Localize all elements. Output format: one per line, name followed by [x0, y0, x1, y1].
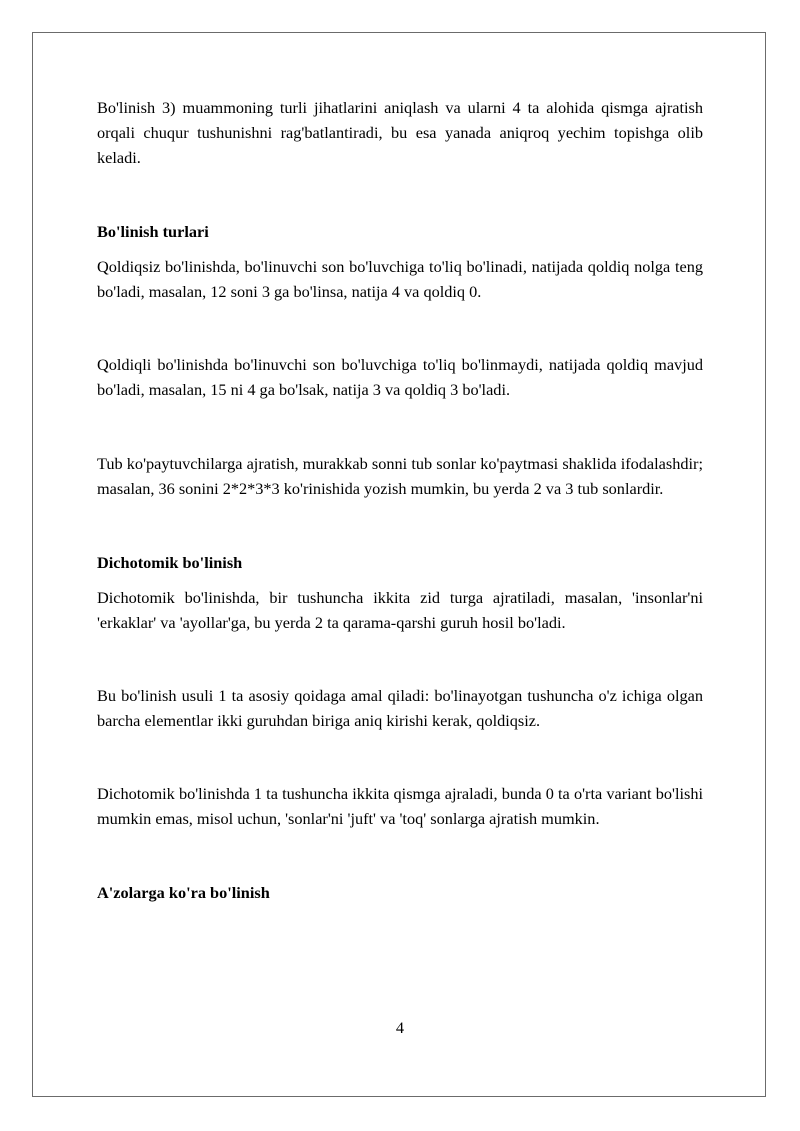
paragraph-dichotomic-definition: Dichotomik bo'linishda, bir tushuncha ikkita zid turga ajratiladi, masalan, 'insonlar'ni 'erkaklar' va 'ayollar'ga, bu yerda 2 ta qarama-qarshi guruh hosil bo'ladi.	[97, 588, 703, 632]
paragraph-intro: Bo'linish 3) muammoning turli jihatlarini aniqlash va ularni 4 ta alohida qismga ajratish orqali chuqur tushunishni rag'batlantiradi, bu esa yanada aniqroq yechim topishga olib keladi.	[97, 98, 703, 167]
document-body	[97, 95, 703, 905]
paragraph-remainderless-division: Qoldiqsiz bo'linishda, bo'linuvchi son bo'luvchiga to'liq bo'linadi, natijada qoldiq nolga teng bo'ladi, masalan, 12 soni 3 ga bo'linsa, natija 4 va qoldiq 0.	[97, 257, 703, 301]
heading-dichotomic-division: Dichotomik bo'linish	[97, 553, 243, 572]
heading-division-by-members: A'zolarga ko'ra bo'linish	[97, 883, 270, 902]
page-number: 4	[395, 1018, 405, 1037]
heading-division-types: Bo'linish turlari	[97, 222, 209, 241]
paragraph-division-with-remainder: Qoldiqli bo'linishda bo'linuvchi son bo'luvchiga to'liq bo'linmaydi, natijada qoldiq mavjud bo'ladi, masalan, 15 ni 4 ga bo'lsak, natija 3 va qoldiq 3 bo'ladi.	[97, 355, 703, 399]
paragraph-dichotomic-rule: Bu bo'linish usuli 1 ta asosiy qoidaga amal qiladi: bo'linayotgan tushuncha o'z ichiga olgan barcha elementlar ikki guruhdan biriga aniq kirishi kerak, qoldiqsiz.	[97, 686, 703, 730]
paragraph-dichotomic-example: Dichotomik bo'linishda 1 ta tushuncha ikkita qismga ajraladi, bunda 0 ta o'rta variant bo'lishi mumkin emas, misol uchun, 'sonlar'ni 'juft' va 'toq' sonlarga ajratish mumkin.	[97, 784, 703, 828]
paragraph-prime-factorization: Tub ko'paytuvchilarga ajratish, murakkab sonni tub sonlar ko'paytmasi shaklida ifodalashdir; masalan, 36 sonini 2*2*3*3 ko'rinishida yozish mumkin, bu yerda 2 va 3 tub sonlardir.	[97, 454, 703, 498]
